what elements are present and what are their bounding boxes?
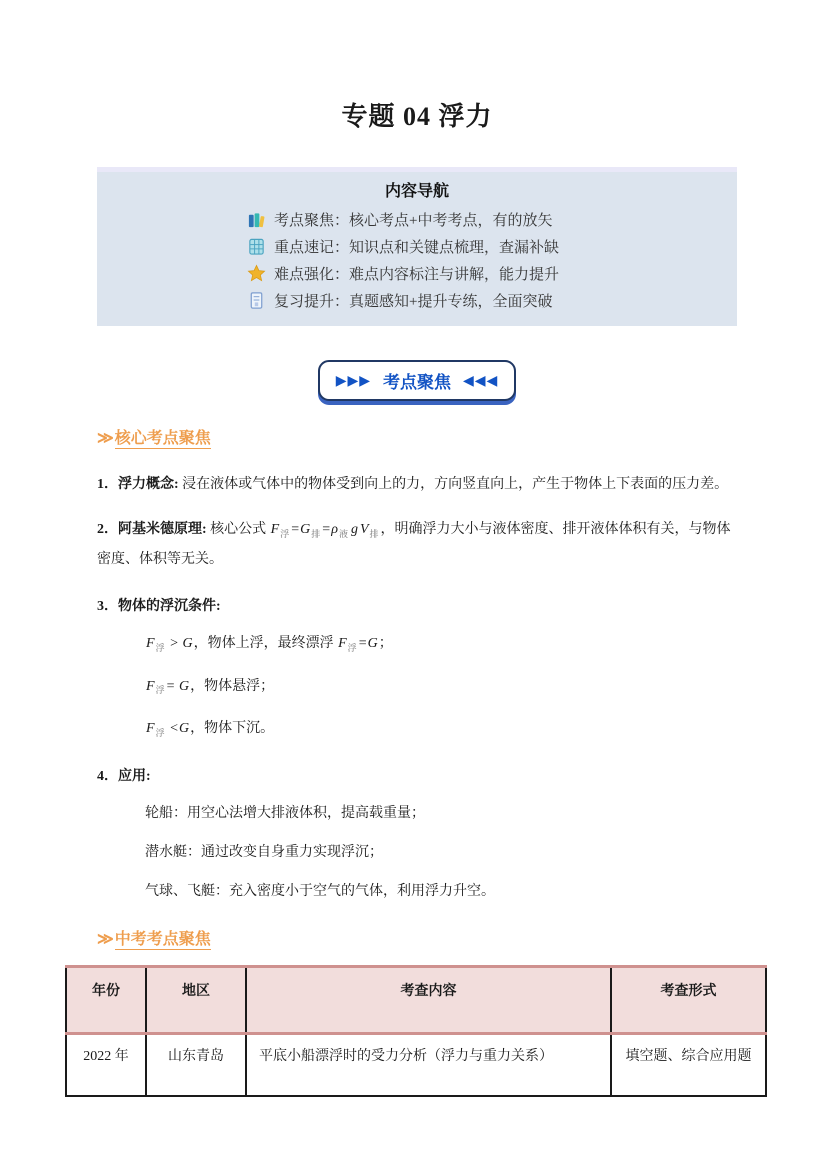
content-area: [97, 0, 737, 949]
nav-list: [247, 206, 587, 314]
point-4-label: 4．应用:: [97, 769, 151, 785]
double-angle-marker: ≫: [97, 931, 114, 949]
section-title: 中考考点聚焦: [114, 931, 211, 949]
point-4-line-3: 气球、飞艇：充入密度小于空气的气体，利用浮力升空。: [145, 884, 495, 900]
nav-item-label: 复习提升：真题感知+提升专练，全面突破: [274, 294, 553, 310]
point-4-line-2: 潜水艇：通过改变自身重力实现浮沉；: [145, 845, 383, 861]
booklet-icon: [247, 291, 266, 310]
point-3-line-3: $F_浮 <G$，物体下沉。: [146, 721, 275, 739]
books-icon: [247, 210, 266, 229]
point-2: [97, 517, 737, 573]
banner-label: 考点聚焦: [383, 373, 451, 392]
table-row: [66, 1034, 766, 1097]
point-3-label: 3．物体的浮沉条件:: [97, 598, 221, 614]
point-1-text: 浸在液体或气体中的物体受到向上的力，方向竖直向上，产生于物体上下表面的压力差。: [178, 477, 729, 492]
right-arrows-icon: ▶▶▶: [335, 372, 371, 389]
section-heading-core: [97, 425, 737, 448]
nav-item-label: 重点速记：知识点和关键点梳理，查漏补缺: [274, 240, 560, 256]
content-nav-box: [97, 167, 737, 326]
nav-item-label: 难点强化：难点内容标注与讲解，能力提升: [274, 267, 560, 283]
header-form: 考查形式: [611, 967, 766, 1034]
cell-year: 2022 年: [66, 1034, 146, 1097]
table-header-row: [66, 967, 766, 1034]
header-year: 年份: [66, 967, 146, 1034]
section-heading-zhongkao: [97, 926, 737, 949]
point-2-label: 2．阿基米德原理:: [97, 522, 207, 537]
nav-item-label: 考点聚焦：核心考点+中考考点，有的放矢: [274, 213, 553, 229]
point-4-line-1: 轮船：用空心法增大排液体积，提高载重量；: [145, 806, 425, 822]
focus-banner: [318, 360, 517, 401]
focus-banner-wrap: [97, 360, 737, 401]
point-1-label: 1．浮力概念:: [97, 477, 179, 492]
page-title: 专题 04 浮力: [341, 102, 493, 131]
nav-item-nandian: [247, 260, 587, 287]
notebook-icon: [247, 237, 266, 256]
double-angle-marker: ≫: [97, 430, 114, 447]
nav-box-title: 内容导航: [384, 183, 449, 200]
cell-content: 平底小船漂浮时的受力分析（浮力与重力关系）: [246, 1034, 611, 1097]
nav-item-zhongdian: [247, 233, 587, 260]
cell-form: 填空题、综合应用题: [611, 1034, 766, 1097]
header-region: 地区: [146, 967, 246, 1034]
point-1: [97, 472, 737, 498]
exam-table: [65, 965, 767, 1097]
point-3-line-1: $F_浮 > G$，物体上浮，最终漂浮 $F_浮 =G$；: [146, 635, 393, 653]
header-content: 考查内容: [246, 967, 611, 1034]
nav-item-fuxi: [247, 287, 587, 314]
section-title: 核心考点聚焦: [114, 430, 211, 447]
exam-table-wrap: [65, 965, 765, 1097]
star-icon: [247, 264, 266, 283]
cell-region: 山东青岛: [146, 1034, 246, 1097]
left-arrows-icon: ◀◀◀: [463, 372, 499, 389]
point-3-line-2: $F_浮 = G$，物体悬浮；: [146, 678, 275, 696]
nav-item-kaodian: [247, 206, 587, 233]
point-2-formula-text: 核心公式 $F_浮 =G_排 =\rho_液$ g $V_排$ ，明确浮力大小与液体密度、排开液体体积有关，与物体密度、体积等无关。: [97, 522, 731, 567]
